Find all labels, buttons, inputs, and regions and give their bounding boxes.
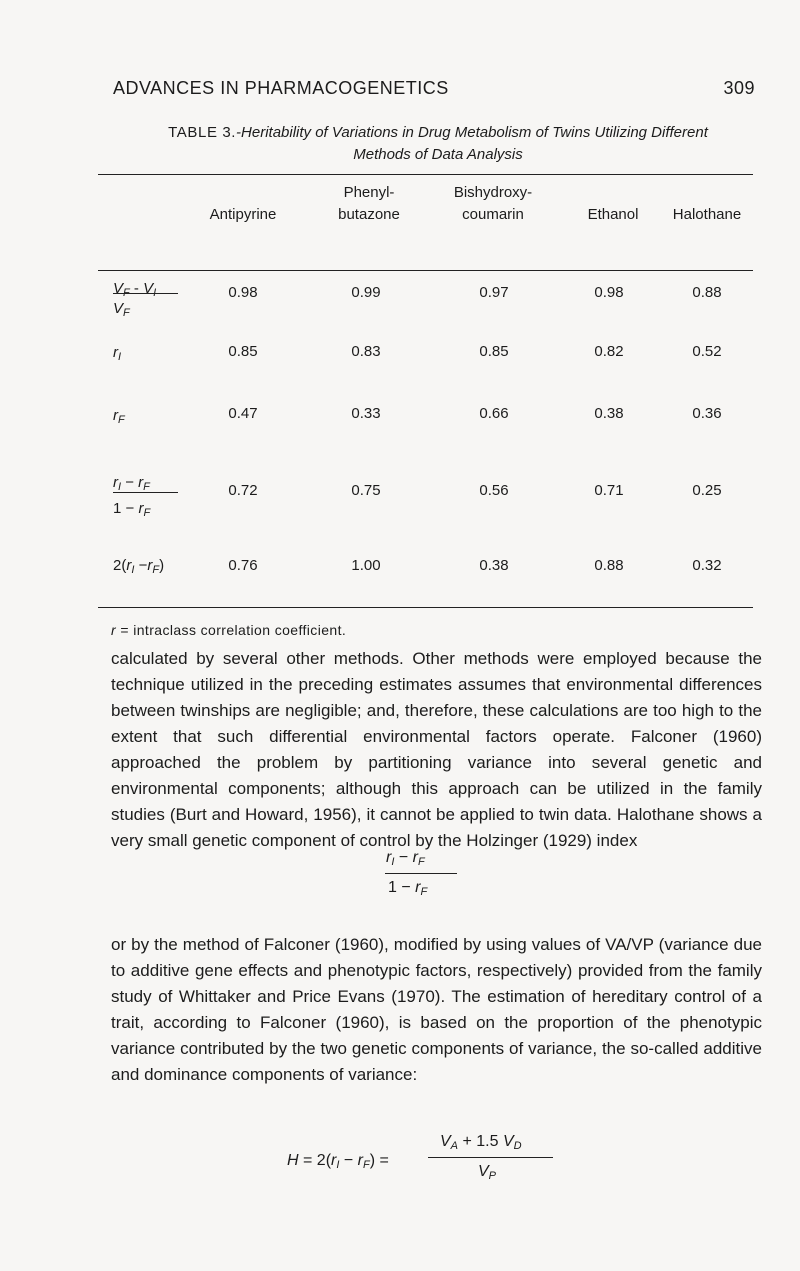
holzinger-denominator: $1 - r_F$ [388,879,428,898]
row-label-ri: $r_I$ [113,344,122,363]
row-label-vf-vi-numerator: $V_F - V_I$ [113,280,157,299]
table-title-line1: -Heritability of Variations in Drug Metabolism of Twins Utilizing Different [236,124,708,141]
footnote-text: = intraclass correlation coefficient. [120,622,347,638]
table-cell: 0.38 [594,405,624,422]
row-label-one-minus-rf: $1 - r_F$ [113,500,151,519]
falconer-formula-left: $H = 2(r_I - r_F)$ = [287,1152,389,1171]
table-cell: 0.38 [479,557,509,574]
page-number: 309 [723,78,755,98]
table-cell: 0.76 [228,557,258,574]
table-cell: 0.83 [351,343,381,360]
table-cell: 0.82 [594,343,624,360]
fraction-bar [113,293,178,294]
running-head-title: ADVANCES IN PHARMACOGENETICS [113,78,449,98]
column-header: Phenyl- butazone [338,184,400,223]
row-label-2-ri-rf: $2(r_I -r_F)$ [113,557,165,576]
table-cell: 0.47 [228,405,258,422]
table-cell: 0.85 [228,343,258,360]
body-paragraph-2: or by the method of Falconer (1960), modified by using values of VA/VP (variance due to additive gene effects and phenotypic factors, respectively) provided from the family study of Whittaker and Price Evans (1970). The estimation of hereditary control of a trait, according to Falconer (1960), is based on the proportion of the phenotypic variance contributed by the two genetic components of variance, the so-called additive and dominance components of variance: [111,935,762,1084]
table-title-line2: Methods of Data Analysis [353,146,523,163]
table-top-rule [98,174,753,175]
table-cell: 0.85 [479,343,509,360]
fraction-bar [113,492,178,493]
table-cell: 0.98 [228,284,258,301]
falconer-denominator: $V_P$ [478,1163,497,1182]
table-footnote [111,622,346,638]
table-cell: 0.52 [692,343,722,360]
table-label: TABLE 3. [168,124,237,141]
table-cell: 0.36 [692,405,722,422]
table-caption [113,122,763,166]
table-cell: 0.98 [594,284,624,301]
table-header-rule [98,270,753,271]
fraction-bar [428,1157,553,1158]
table-cell: 0.56 [479,482,509,499]
table-cell: 0.99 [351,284,381,301]
row-label-ri-rf-numerator: $r_I - r_F$ [113,474,150,493]
table-cell: 0.88 [594,557,624,574]
table-cell: 0.75 [351,482,381,499]
table-cell: 0.32 [692,557,722,574]
table-bottom-rule [98,607,753,608]
table-cell: 0.25 [692,482,722,499]
column-header: Halothane [672,206,742,223]
table-cell: 0.97 [479,284,509,301]
fraction-bar [385,873,457,874]
row-label-rf: $r_F$ [113,407,125,426]
table-cell: 1.00 [351,557,381,574]
column-header: Ethanol [587,206,639,223]
column-header: Bishydroxy- coumarin [453,184,533,223]
table-cell: 0.72 [228,482,258,499]
table-cell: 0.71 [594,482,624,499]
table-cell: 0.66 [479,405,509,422]
footnote-symbol: r [111,622,117,638]
row-label-vf-denominator: $V_F$ [113,300,130,319]
table-cell: 0.33 [351,405,381,422]
body-paragraph-1: calculated by several other methods. Other methods were employed because the technique utilized in the preceding estimates assumes that environmental differences between twinships are negligible; and, therefore, these calculations are too high to the extent that such differential environmental factors operate. Falconer (1960) approached the problem by partitioning variance into several genetic and environmental components; although this approach can be utilized in the family studies (Burt and Howard, 1956), it cannot be applied to twin data. Halothane shows a very small genetic component of control by the Holzinger (1929) index [111,649,762,850]
holzinger-numerator: $r_I - r_F$ [386,849,425,868]
falconer-numerator: $V_A + 1.5$ $V_D$ [440,1133,522,1152]
table-cell: 0.88 [692,284,722,301]
column-header: Antipyrine [209,206,277,223]
